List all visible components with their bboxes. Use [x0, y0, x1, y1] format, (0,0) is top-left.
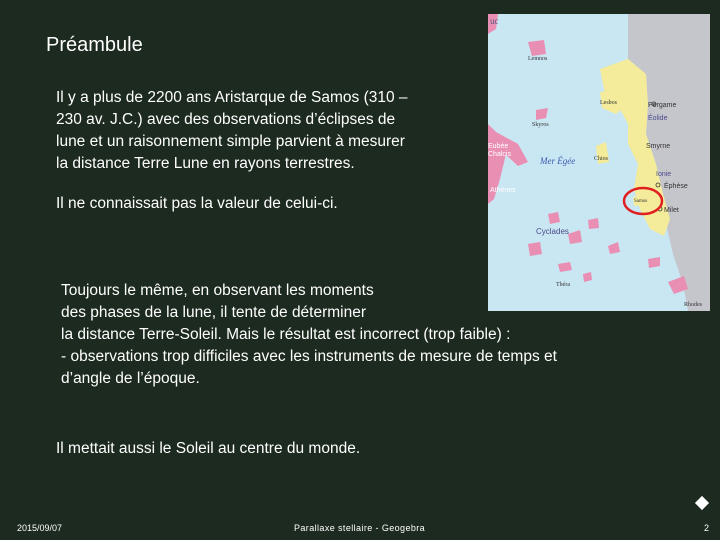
map-island — [528, 242, 542, 256]
map-label: Rhodes — [684, 302, 702, 308]
map-label: Théra — [556, 282, 570, 288]
map-label: Lesbos — [600, 100, 617, 106]
paragraph-line: 230 av. J.C.) avec des observations d’éclipses de — [56, 111, 396, 128]
paragraph-line: la distance Terre Lune en rayons terrestres. — [56, 155, 355, 172]
slide-title: Préambule — [46, 34, 143, 56]
map-label: Smyrne — [646, 143, 671, 150]
map-label: Lemnos — [528, 56, 548, 62]
aegean-map — [488, 14, 710, 311]
footer-title: Parallaxe stellaire - Geogebra — [294, 523, 426, 533]
paragraph-heliocentrisme: Il mettait aussi le Soleil au centre du monde. — [56, 440, 361, 457]
map-label: Milet — [664, 207, 679, 214]
paragraph-line: d’angle de l’époque. — [61, 370, 200, 387]
paragraph-line: des phases de la lune, il tente de déterminer — [61, 304, 367, 321]
map-label: Skyros — [532, 122, 549, 128]
map-island — [548, 212, 560, 224]
map-label: Athènes — [490, 187, 516, 194]
map-label: Eubée — [488, 143, 509, 150]
map-label: Samos — [634, 199, 648, 204]
paragraph-rayon: Il ne connaissait pas la valeur de celui-ci. — [56, 195, 338, 212]
map-label: Chalcis — [488, 151, 511, 158]
paragraph-line: Il y a plus de 2200 ans Aristarque de Samos (310 – — [56, 89, 408, 106]
map-label: Éphèse — [664, 183, 688, 190]
diamond-icon — [695, 496, 709, 510]
footer-date: 2015/09/07 — [17, 523, 63, 533]
page-number: 2 — [704, 523, 710, 533]
paragraph-line: la distance Terre-Soleil. Mais le résultat est incorrect (trop faible) : — [61, 326, 511, 343]
paragraph-line: Toujours le même, en observant les moments — [61, 282, 374, 299]
map-label: Ionie — [656, 171, 672, 178]
paragraph-line: - observations trop difficiles avec les instruments de mesure de temps et — [61, 348, 557, 365]
map-label: uc — [490, 16, 499, 26]
map-label: Mer Égée — [540, 156, 576, 166]
paragraph-line: lune et un raisonnement simple parvient à mesurer — [56, 133, 405, 150]
map-label: Chios — [594, 156, 609, 162]
map-label: Pergame — [648, 102, 677, 109]
paragraph-aristarque — [56, 87, 476, 175]
map-label: Cyclades — [536, 227, 569, 236]
map-label: Éolide — [648, 115, 668, 122]
